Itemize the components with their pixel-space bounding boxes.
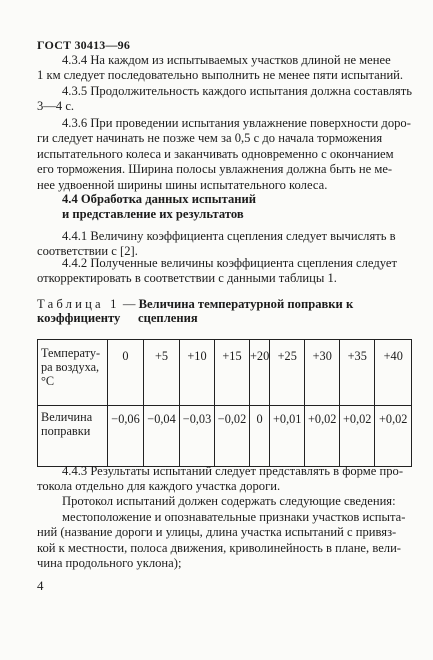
section-heading xyxy=(62,192,256,223)
paragraph-4-3-5 xyxy=(37,84,413,115)
header-line: ра воздуха, xyxy=(41,360,100,374)
table-cell: +0,01 xyxy=(270,406,305,467)
page-number: 4 xyxy=(37,578,44,593)
text-line: токола отдельно для каждого участка дороги. xyxy=(37,479,281,494)
header-line: Температу- xyxy=(41,346,101,360)
header-line: °С xyxy=(41,374,55,388)
header-line: поправки xyxy=(41,424,91,438)
section-heading-line: 4.4 Обработка данных испытаний xyxy=(62,192,257,206)
table-cell: +30 xyxy=(305,340,340,406)
text-line: нее удвоенной ширины шины испытательного колеса. xyxy=(37,177,328,192)
text-line: 4.4.1 Величину коэффициента сцепления следует вычислять в xyxy=(62,229,396,243)
table-cell: +35 xyxy=(340,340,375,406)
table-cell: +0,02 xyxy=(305,406,340,467)
text-line: 4.4.2 Полученные величины коэффициента сцепления следует xyxy=(62,256,397,270)
paragraph-location xyxy=(37,510,413,572)
text-line: местоположение и опознавательные признаки участков испыта- xyxy=(62,510,406,524)
text-line: 1 км следует последовательно выполнить не менее пяти испытаний. xyxy=(37,68,404,83)
table-cell: +5 xyxy=(144,340,180,406)
text-line: 4.3.5 Продолжительность каждого испытания должна составлять xyxy=(62,84,412,98)
text-line: ги следует начинать не позже чем за 0,5 с до начала торможения xyxy=(37,131,383,146)
table-cell: +15 xyxy=(215,340,250,406)
text-line: Протокол испытаний должен содержать следующие сведения: xyxy=(62,494,396,508)
text-line: 4.3.6 При проведении испытания увлажнение поверхности доро- xyxy=(62,116,411,130)
row-header-correction xyxy=(38,406,108,467)
text-line: испытательного колеса и заканчивать одновременно с окончанием xyxy=(37,146,394,161)
table-cell: 0 xyxy=(250,406,270,467)
table-cell: +25 xyxy=(270,340,305,406)
header-line: Величина xyxy=(41,410,93,424)
text-line: соответствии с [2]. xyxy=(37,244,138,259)
table-cell: −0,06 xyxy=(108,406,144,467)
caption-dash: — xyxy=(119,297,139,311)
table-cell: −0,02 xyxy=(215,406,250,467)
text-line: 4.3.4 На каждом из испытываемых участков длиной не менее xyxy=(62,53,391,67)
temperature-correction-table xyxy=(37,339,412,467)
table-cell: +40 xyxy=(375,340,412,406)
text-line: кой к местности, полоса движения, криволинейность в плане, вели- xyxy=(37,540,402,555)
table-cell: −0,04 xyxy=(144,406,180,467)
paragraph-4-4-2 xyxy=(37,256,413,287)
table-cell: +0,02 xyxy=(340,406,375,467)
paragraph-4-3-6 xyxy=(37,116,413,193)
table-cell: +0,02 xyxy=(375,406,412,467)
table-cell: +10 xyxy=(180,340,215,406)
text-line: 3—4 с. xyxy=(37,99,75,114)
row-header-temperature xyxy=(38,340,108,406)
table-title: Величина температурной поправки к коэффициенту xyxy=(37,297,354,325)
table-row xyxy=(38,340,412,406)
text-line: ний (название дороги и улицы, длина участка испытаний с привяз- xyxy=(37,525,397,540)
table-cell: 0 xyxy=(108,340,144,406)
table-row xyxy=(38,406,412,467)
text-line: его торможения. Ширина полосы увлажнения должна быть не ме- xyxy=(37,162,393,177)
paragraph-4-3-4 xyxy=(37,53,413,84)
table-cell: +20 xyxy=(250,340,270,406)
paragraph-4-4-3 xyxy=(37,464,413,495)
table-caption xyxy=(37,297,433,325)
text-line: чина продольного уклона); xyxy=(37,556,182,571)
section-heading-line: и представление их результатов xyxy=(62,207,244,222)
running-header: ГОСТ 30413—96 xyxy=(37,38,131,52)
table-cell: −0,03 xyxy=(180,406,215,467)
table-label: Таблица 1 xyxy=(37,297,120,311)
text-line: откорректировать в соответствии с данными таблицы 1. xyxy=(37,271,337,286)
table-title-continued: сцепления xyxy=(138,311,198,325)
text-line: 4.4.3 Результаты испытаний следует представлять в форме про- xyxy=(62,464,404,478)
paragraph-protocol xyxy=(37,494,413,509)
